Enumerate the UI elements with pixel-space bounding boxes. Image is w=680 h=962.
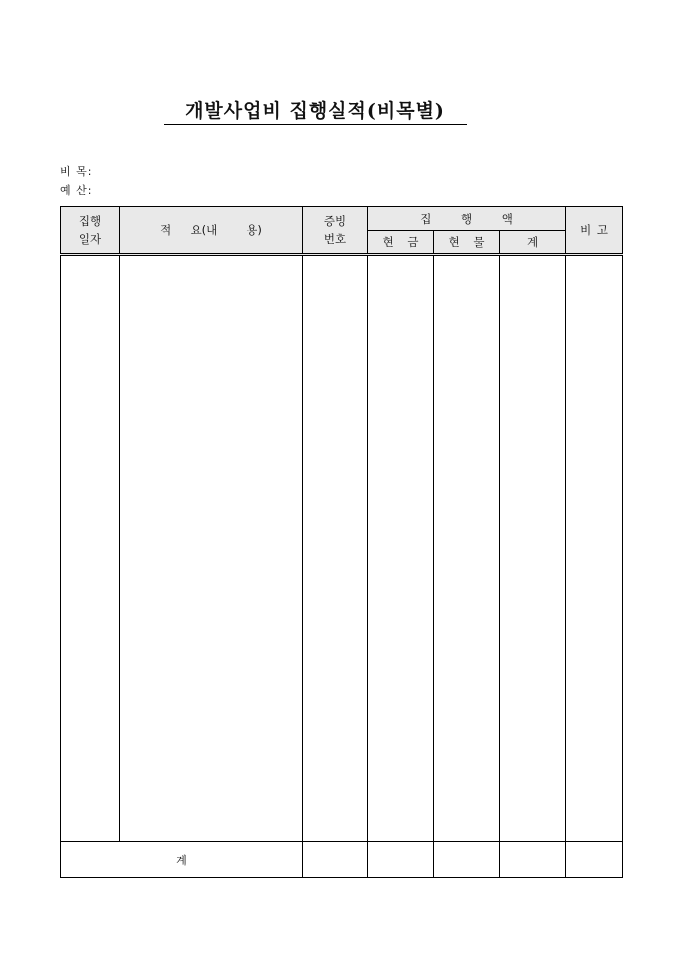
item-category-line	[60, 163, 92, 179]
cell-description[interactable]	[120, 255, 303, 842]
header-remarks-label: 비 고	[580, 223, 608, 237]
header-execution-date-line1: 집행	[78, 214, 102, 228]
header-cash-label: 현 금	[382, 235, 419, 249]
header-voucher-number	[303, 207, 368, 255]
header-description-label: 적 요(내 용)	[160, 223, 262, 237]
header-execution-date-line2: 일자	[78, 232, 102, 246]
table-body-row	[61, 255, 623, 842]
cell-remarks[interactable]	[566, 255, 623, 842]
title-underline	[164, 124, 467, 125]
page-title: 개발사업비 집행실적(비목별)	[185, 100, 445, 122]
total-in-kind-cell[interactable]	[434, 842, 500, 878]
cell-in-kind[interactable]	[434, 255, 500, 842]
budget-line	[60, 182, 92, 198]
total-label: 계	[176, 853, 187, 867]
header-cash	[368, 231, 434, 255]
total-remarks-cell[interactable]	[566, 842, 623, 878]
header-description	[120, 207, 303, 255]
cell-execution-date[interactable]	[61, 255, 120, 842]
header-subtotal-label: 계	[526, 235, 539, 249]
header-subtotal	[500, 231, 566, 255]
total-cash-cell[interactable]	[368, 842, 434, 878]
cell-subtotal[interactable]	[500, 255, 566, 842]
header-in-kind	[434, 231, 500, 255]
header-in-kind-label: 현 물	[448, 235, 485, 249]
header-execution-amount	[368, 207, 566, 231]
total-label-cell	[61, 842, 303, 878]
total-voucher-cell[interactable]	[303, 842, 368, 878]
table-total-row	[61, 842, 623, 878]
cell-cash[interactable]	[368, 255, 434, 842]
header-voucher-line1: 증빙	[323, 214, 347, 228]
header-remarks	[566, 207, 623, 255]
total-subtotal-cell[interactable]	[500, 842, 566, 878]
execution-ledger-table	[60, 206, 623, 878]
budget-label: 예 산:	[60, 184, 93, 197]
header-execution-date	[61, 207, 120, 255]
cell-voucher-number[interactable]	[303, 255, 368, 842]
item-category-label: 비 목:	[60, 165, 93, 178]
header-execution-amount-label: 집 행 액	[420, 211, 513, 226]
header-voucher-line2: 번호	[323, 232, 347, 246]
